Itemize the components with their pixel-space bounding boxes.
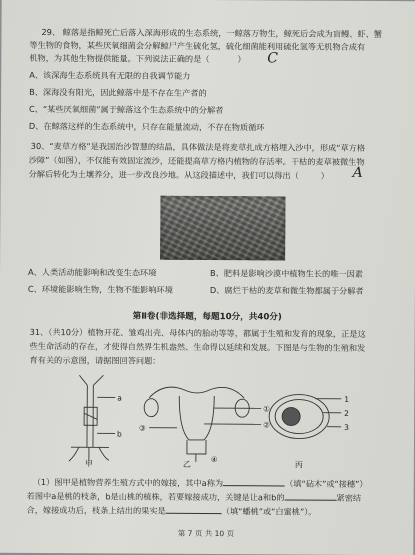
q30-close-paren: ） <box>321 171 329 181</box>
straw-checkerboard-photo <box>160 196 285 261</box>
q29-option-a: A、该深海生态系统具有无限的自我调节能力 <box>29 70 190 82</box>
answer-blank-1[interactable] <box>223 485 285 486</box>
section-2-title: 第Ⅱ卷(非选择题，每题10分，共40分) <box>0 309 415 324</box>
q29-text-line-2: 等生物的食物，某些厌氧细菌会分解鲸尸产生硫化氢，硫化细菌能利用硫化氢等无机物合成有 <box>29 40 365 53</box>
q29-text-line-1: 29、 鲸落是指鲸死亡后落入深海形成的生态系统，一鲸落万物生，鲸死后会成为盲鳗、虾、蟹 <box>41 27 382 40</box>
q30-handwritten-answer: A <box>353 165 363 181</box>
q31-sub1-line-1 <box>33 477 368 490</box>
reproduction-figure <box>0 367 414 470</box>
answer-blank-2[interactable] <box>285 499 337 500</box>
answer-blank-3[interactable] <box>166 513 222 514</box>
label-jia: 甲 <box>85 459 93 468</box>
q29-handwritten-answer: C <box>267 50 278 66</box>
q31-sub1-text-e: 合，嫁接成功后，枝条上结出的果实是 <box>27 505 166 516</box>
label-yi: 乙 <box>183 460 191 469</box>
q30-option-c: C、环境能影响生物，生物不能影响环境 <box>28 284 173 296</box>
figure-yi-reproductive-system <box>144 387 261 462</box>
q31-sub1-text-b: （填“砧木”或“接穗”） <box>285 478 368 489</box>
label-circle-4: ④ <box>211 455 218 464</box>
q30-option-d: D、腐烂干枯的麦草和微生物都属于分解者 <box>210 285 364 297</box>
q29-question-prompt: 机物，为其他生物提供能量。下列说法正确的是（ <box>29 53 209 64</box>
q29-option-b: B、深海没有阳光，因此鲸落中是不存在生产者的 <box>29 87 207 99</box>
q29-close-paren: ） <box>237 54 245 64</box>
q30-question-prompt: 分解后转化为土壤养分，进一步改良沙地。从这段描述中，我们可以得出（ <box>29 169 299 181</box>
label-circle-3: ③ <box>139 424 146 433</box>
label-b: b <box>117 429 122 438</box>
page-number: 第 7 页 共 10 页 <box>0 527 413 541</box>
q31-text-line-2: 些生命活动的存在，才使得自然界生机盎然、生命得以延续和发展。下图是与生物的生殖和发 <box>30 341 366 354</box>
q31-sub1-text-f: （填“蟠桃”或“白蜜桃”）。 <box>222 506 317 517</box>
q30-option-a: A、人类活动能影响和改变生态环境 <box>28 267 156 279</box>
q31-sub1-text-c: 若图中a是桃的枝条，b是山桃的植株，若要嫁接成功，关键是让a和b的 <box>27 491 285 503</box>
label-num-3: 3 <box>344 423 349 432</box>
q30-option-b: B、肥料是影响沙漠中植物生长的唯一因素 <box>210 268 363 280</box>
label-circle-2: ② <box>263 420 270 429</box>
q31-sub1-line-3 <box>27 505 317 518</box>
figure-bing-egg <box>269 394 341 438</box>
label-num-1: 1 <box>344 395 349 404</box>
q31-text-line-1: 31、（共10分）植物开花、雏鸡出壳、母体内的胎动等等，都属于生殖和发育的现象，正是这 <box>30 327 366 340</box>
figure-jia-grafting <box>69 375 116 461</box>
q31-sub1-line-2 <box>27 491 362 504</box>
q29-text-line-3 <box>29 53 245 65</box>
q29-option-d: D、在鲸落这样的生态系统中，只存在能量流动，不存在物质循环 <box>29 121 265 133</box>
q31-sub1-text-d: 紧密结 <box>336 493 361 503</box>
label-bing: 丙 <box>295 461 303 470</box>
q31-sub1-text-a: （1）图甲是植物营养生殖方式中的嫁接，其中a称为 <box>33 477 223 488</box>
label-circle-1: ① <box>263 404 270 413</box>
q31-text-line-3: 育有关的示意图，请据图回答问题： <box>29 355 160 367</box>
q30-text-line-2: 沙障”（如图），不仅能有效固定流沙，还能提高草方格内植物的存活率。干枯的麦草被微生物 <box>29 155 365 168</box>
q30-text-line-3 <box>29 169 329 182</box>
q29-option-c: C、“某些厌氧细菌”属于鲸落这个生态系统中的分解者 <box>29 104 223 116</box>
label-a: a <box>117 393 122 402</box>
q30-text-line-1: 30、“麦草方格”是我国治沙智慧的结晶，具体做法是将麦草扎成方格埋入沙中，形成“草方格 <box>31 141 365 154</box>
label-num-2: 2 <box>344 409 349 418</box>
